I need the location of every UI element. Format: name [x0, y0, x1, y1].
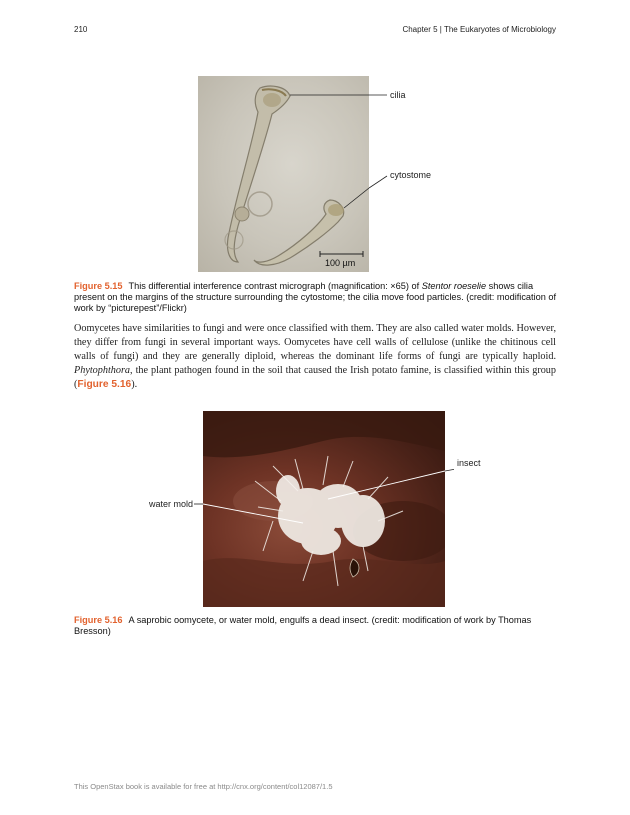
scale-bar-label: 100 µm: [325, 258, 356, 268]
label-cilia: cilia: [390, 90, 406, 100]
chapter-title: Chapter 5 | The Eukaryotes of Microbiology: [402, 25, 556, 34]
figure-5-16-caption: Figure 5.16 A saprobic oomycete, or water mold, engulfs a dead insect. (credit: modification of work by Thomas Bresson): [74, 615, 532, 636]
label-insect: insect: [457, 458, 481, 468]
label-cytostome: cytostome: [390, 170, 432, 180]
footer-availability: This OpenStax book is available for free at http://cnx.org/content/col12087/1.5: [74, 782, 333, 791]
body-paragraph: Oomycetes have similarities to fungi and were once classified with them. They are also called water molds. However, they differ from fungi in several important ways. Oomycetes have cell walls of cellulose (unlike the chitinous cell walls of fungi) and they are generally diploid, whereas the dominant life forms of fungi are typically haploid. Phytophthora, the plant pathogen found in the soil that caused the Irish potato famine, is classified within this group (Figure 5.16).: [74, 323, 556, 390]
label-water-mold: water mold: [149, 499, 194, 509]
species-name: Stentor roeselie: [421, 281, 487, 291]
figure-number: Figure 5.15: [74, 281, 123, 291]
figure-number: Figure 5.16: [74, 615, 123, 625]
genus-name: Phytophthora: [74, 365, 131, 376]
stentor-micrograph: [198, 76, 369, 272]
figure-5-15-caption: Figure 5.15 This differential interference contrast micrograph (magnification: ×65) of Stentor roeselie shows cilia present on the margins of the structure surrounding the cytostome; the cilia move food particles. (credit: modification of work by “picturepest”/Flickr): [74, 281, 557, 313]
page-number: 210: [74, 25, 88, 34]
figure-5-16-link[interactable]: Figure 5.16: [77, 379, 132, 390]
